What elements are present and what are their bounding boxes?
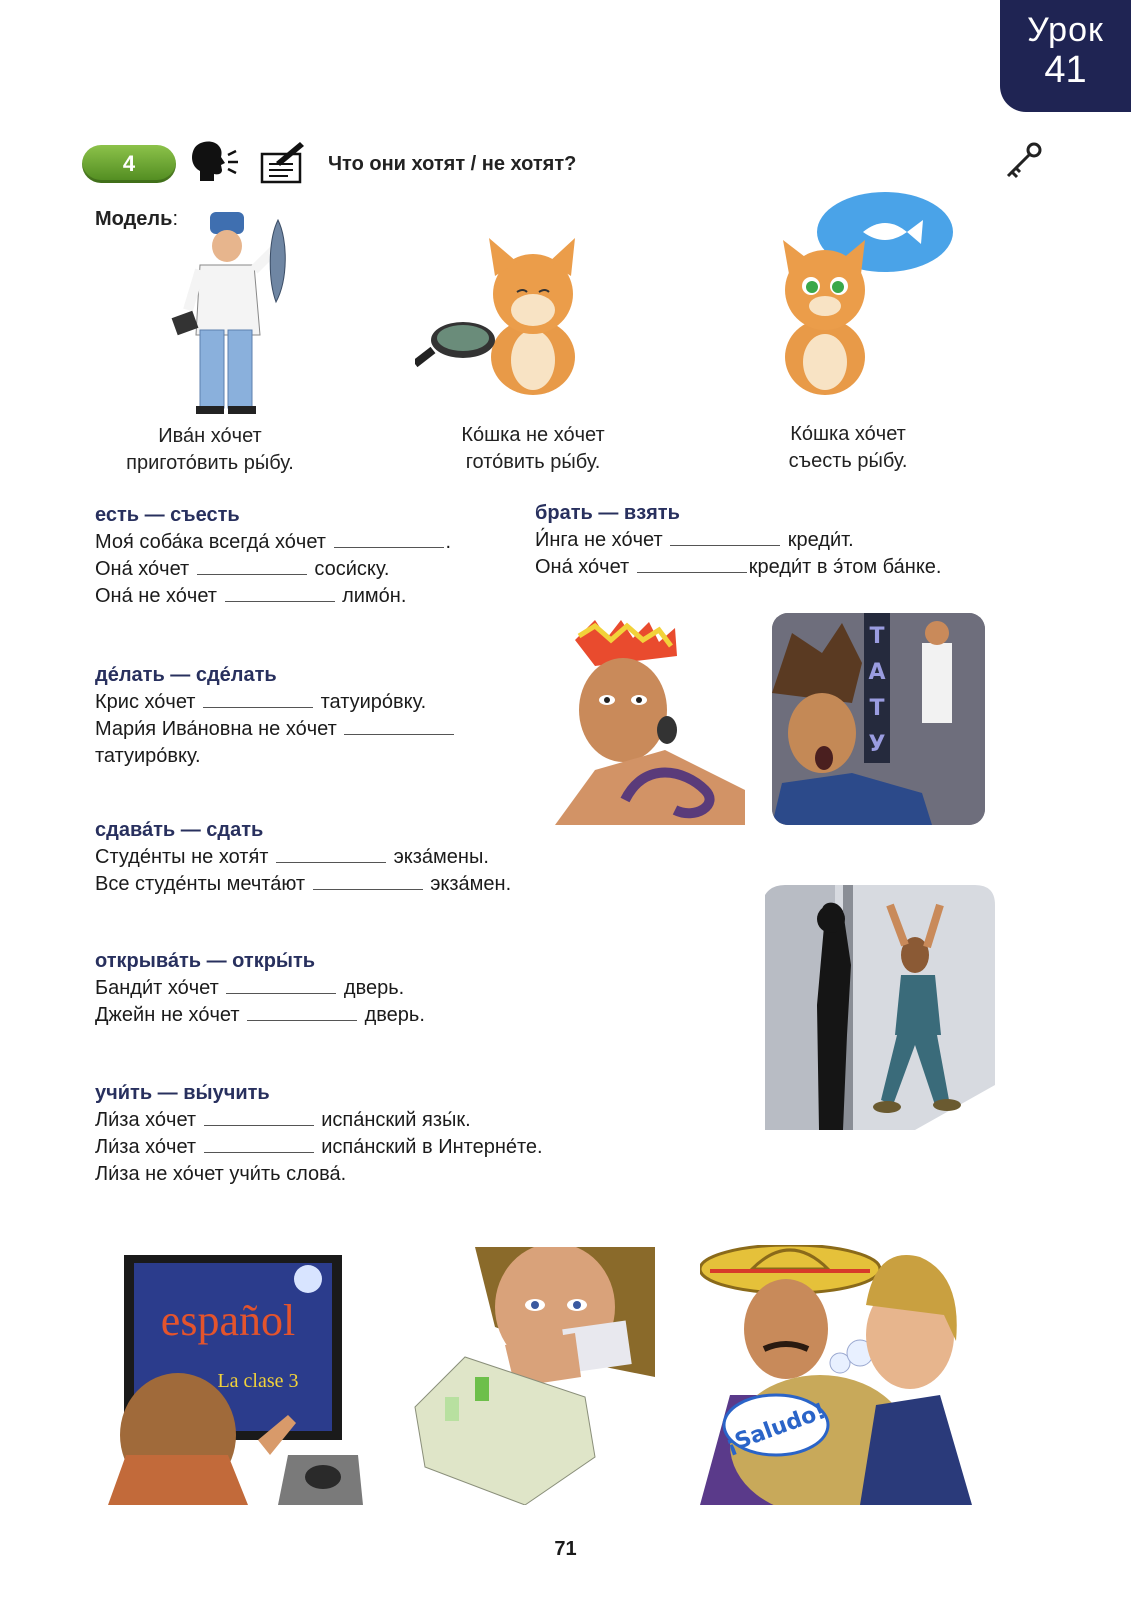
exercise-delat	[95, 662, 456, 770]
answer-blank[interactable]	[204, 1138, 314, 1153]
verb-pair-heading: есть — съесть	[95, 504, 240, 526]
answer-blank[interactable]	[313, 875, 423, 890]
screen-subtitle: La clase 3	[217, 1370, 299, 1392]
answer-blank[interactable]	[637, 558, 747, 573]
writing-icon	[258, 140, 306, 186]
sentence: Банди́т хо́чет дверь.	[95, 977, 405, 999]
exercise-brat	[535, 500, 941, 581]
answer-blank[interactable]	[226, 979, 336, 994]
answer-blank[interactable]	[334, 533, 444, 548]
tattoo-sign-letter: А	[868, 660, 886, 685]
sentence: Ли́за хо́чет испа́нский язы́к.	[95, 1109, 471, 1131]
answer-blank[interactable]	[197, 560, 307, 575]
woman-with-flashcards-illustration	[405, 1247, 655, 1505]
sentence: Ли́за не хо́чет учи́ть слова́.	[95, 1163, 347, 1185]
punk-with-tattoo-illustration	[555, 620, 745, 825]
sentence: Она́ не хо́чет лимо́н.	[95, 585, 407, 607]
caption-1: Ива́н хо́чет пригото́вить ры́бу.	[126, 425, 294, 474]
answer-blank[interactable]	[344, 720, 454, 735]
lesson-number: 41	[1044, 49, 1087, 91]
verb-pair-heading: сдава́ть — сдать	[95, 819, 264, 841]
sentence: Все студе́нты мечта́ют экза́мен.	[95, 873, 512, 895]
verb-pair-heading: учи́ть — вы́учить	[95, 1082, 270, 1104]
verb-pair-heading: де́лать — сде́лать	[95, 664, 277, 686]
verb-pair-heading: брать — взять	[535, 502, 680, 524]
sentence: Студе́нты не хотя́т экза́мены.	[95, 846, 489, 868]
caption-3: Ко́шка хо́чет съесть ры́бу.	[788, 423, 908, 472]
exercise-otkryvat	[95, 948, 425, 1029]
sentence: Она́ хо́чет соси́ску.	[95, 558, 390, 580]
lesson-word: Урок	[1027, 11, 1104, 49]
sentence: Джейн не хо́чет дверь.	[95, 1004, 425, 1026]
speaking-icon	[188, 137, 244, 187]
answer-blank[interactable]	[203, 693, 313, 708]
bandit-at-door-illustration	[765, 885, 995, 1130]
answer-blank[interactable]	[276, 848, 386, 863]
model-label: Модель:	[95, 208, 178, 230]
sentence: Крис хо́чет татуиро́вку.	[95, 691, 427, 713]
page-number: 71	[554, 1538, 577, 1560]
cat-with-frying-pan-illustration	[415, 232, 595, 402]
tattoo-sign-letter: Т	[869, 624, 885, 649]
sentence: Мари́я Ива́новна не хо́чет	[95, 716, 456, 743]
answer-blank[interactable]	[225, 587, 335, 602]
key-icon	[1004, 140, 1044, 180]
sentence: И́нга не хо́чет креди́т.	[535, 529, 854, 551]
exercise-est	[95, 502, 451, 610]
sentence: татуиро́вку.	[95, 745, 201, 767]
tattoo-sign-letter: Т	[869, 696, 885, 721]
lesson-tab	[1000, 0, 1131, 112]
guitarist-saludo-illustration	[700, 1245, 972, 1505]
chef-with-fish-illustration	[170, 210, 320, 425]
tattoo-sign-letter: У	[868, 732, 886, 757]
exercise-sdavat	[95, 817, 511, 898]
verb-pair-heading: открыва́ть — откры́ть	[95, 950, 316, 972]
task-number-badge: 4	[82, 145, 176, 183]
answer-blank[interactable]	[670, 531, 780, 546]
sentence: Моя́ соба́ка всегда́ хо́чет .	[95, 531, 452, 553]
caption-2: Ко́шка не хо́чет гото́вить ры́бу.	[461, 424, 605, 473]
answer-blank[interactable]	[204, 1111, 314, 1126]
speech-bubble-text: ¡Saludo!	[722, 1398, 830, 1459]
exercise-uchit	[95, 1080, 543, 1188]
sentence: Ли́за хо́чет испа́нский в Интерне́те.	[95, 1136, 543, 1158]
task-title: Что они хотят / не хотят?	[328, 153, 577, 175]
answer-blank[interactable]	[247, 1006, 357, 1021]
screen-title: español	[160, 1296, 296, 1345]
cat-dreaming-of-fish-illustration	[745, 182, 960, 402]
tattoo-shop-scene-illustration	[772, 613, 985, 825]
computer-spanish-lesson-illustration	[108, 1255, 368, 1505]
sentence: Она́ хо́чет креди́т в э́том ба́нке.	[535, 556, 942, 578]
